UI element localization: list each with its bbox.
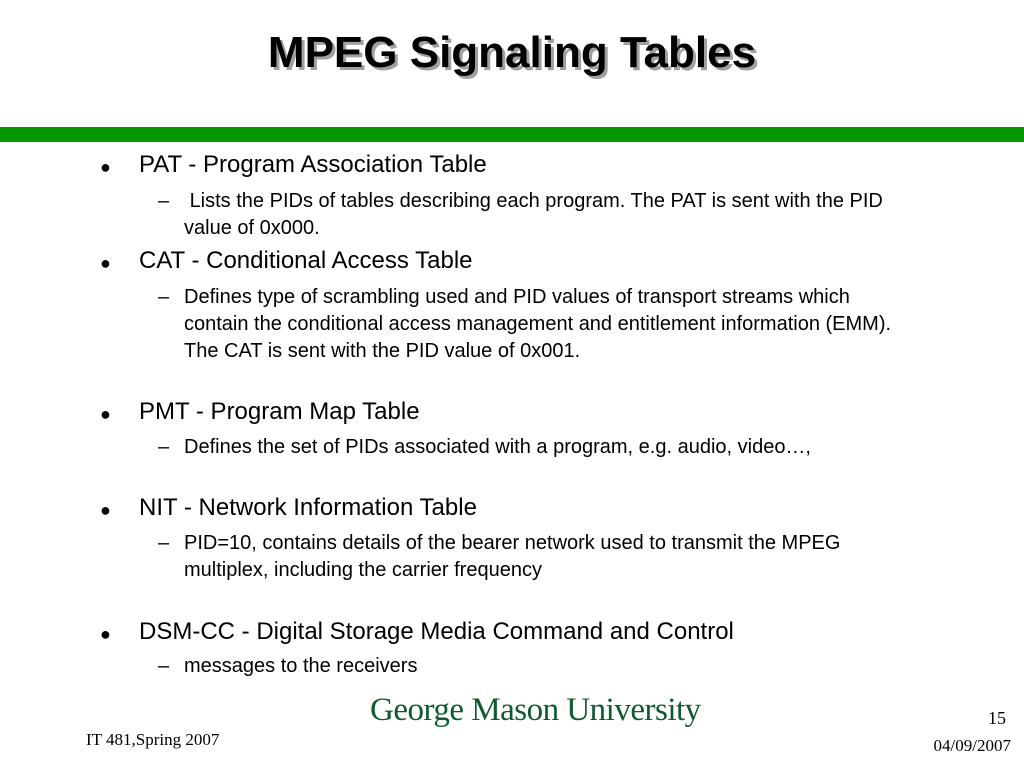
footer-date: 04/09/2007	[933, 736, 1011, 755]
dash-icon: –	[158, 190, 170, 212]
bullet-icon: ●	[100, 157, 111, 177]
sub-bullet-text: messages to the receivers	[184, 655, 418, 677]
bullet-icon: ●	[100, 500, 111, 520]
sub-bullet-text: Defines the set of PIDs associated with a program, e.g. audio, video…,	[184, 436, 811, 458]
dash-icon: –	[158, 286, 170, 308]
bullet-text: DSM-CC - Digital Storage Media Command and Control	[139, 618, 734, 645]
university-logo: George Mason University	[370, 692, 701, 728]
bullet-text: NIT - Network Information Table	[139, 494, 477, 521]
bullet-icon: ●	[100, 404, 111, 424]
sub-bullet-text: Defines type of scrambling used and PID values of transport streams which contain the conditional access management and entitlement information (EMM). The CAT is sent with the PID value of 0x001.	[184, 286, 892, 362]
sub-bullet-text: Lists the PIDs of tables describing each program. The PAT is sent with the PID value of 0x000.	[184, 190, 889, 239]
sub-bullet-text: PID=10, contains details of the bearer network used to transmit the MPEG multiplex, including the carrier frequency	[184, 532, 841, 581]
dash-icon: –	[158, 436, 170, 458]
footer-course-label: IT 481,Spring 2007	[86, 730, 220, 749]
dash-icon: –	[158, 532, 170, 554]
bullet-text: PAT - Program Association Table	[139, 151, 487, 178]
bullet-icon: ●	[100, 624, 111, 644]
page-number: 15	[988, 708, 1006, 728]
bullet-icon: ●	[100, 253, 111, 273]
slide-title: MPEG Signaling Tables	[267, 28, 757, 77]
bullet-text: PMT - Program Map Table	[139, 398, 420, 425]
bullet-text: CAT - Conditional Access Table	[139, 247, 473, 274]
title-divider-bar	[0, 127, 1024, 142]
dash-icon: –	[158, 655, 170, 677]
